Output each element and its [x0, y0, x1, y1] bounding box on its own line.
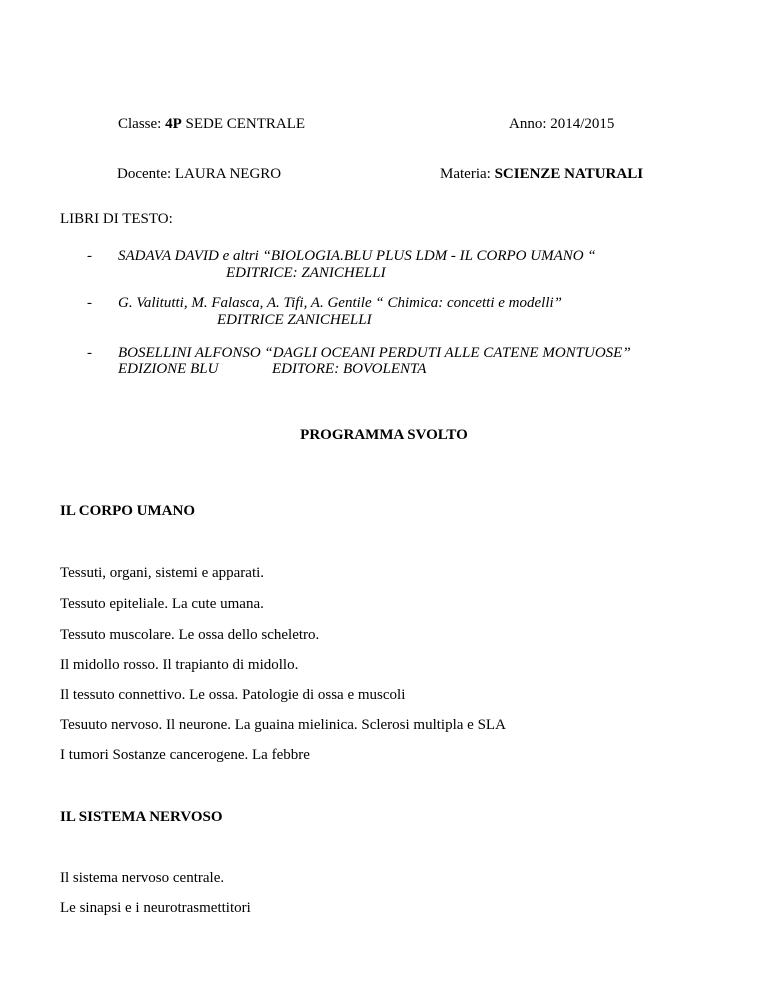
materia-label: Materia: — [440, 166, 495, 182]
materia-value: SCIENZE NATURALI — [494, 166, 644, 182]
materia-line — [440, 165, 643, 183]
list-item: Tessuto muscolare. Le ossa dello scheletro. — [60, 627, 320, 643]
libro-bullet: - — [87, 345, 92, 361]
list-item: Tessuti, organi, sistemi e apparati. — [60, 565, 265, 581]
docente-line: Docente: LAURA NEGRO — [117, 166, 282, 182]
libro-bullet: - — [87, 295, 92, 311]
libri-heading: LIBRI DI TESTO: — [60, 211, 173, 227]
libro-editore: EDITRICE: ZANICHELLI — [226, 265, 386, 281]
classe-value: 4P — [165, 116, 182, 132]
libro-bullet: - — [87, 248, 92, 264]
libro-title: G. Valitutti, M. Falasca, A. Tifi, A. Gentile “ Chimica: concetti e modelli” — [118, 295, 562, 311]
libro-editore: EDITORE: BOVOLENTA — [272, 361, 427, 377]
classe-suffix: SEDE CENTRALE — [181, 116, 306, 132]
section-heading-sistema-nervoso: IL SISTEMA NERVOSO — [60, 809, 223, 825]
section-heading-corpo-umano: IL CORPO UMANO — [60, 503, 195, 519]
classe-line — [118, 115, 305, 133]
anno-line: Anno: 2014/2015 — [509, 116, 615, 132]
list-item: I tumori Sostanze cancerogene. La febbre — [60, 747, 310, 763]
libro-edizione: EDIZIONE BLU — [118, 361, 219, 377]
page-title: PROGRAMMA SVOLTO — [300, 427, 468, 443]
list-item: Il midollo rosso. Il trapianto di midollo. — [60, 657, 299, 673]
libro-title: BOSELLINI ALFONSO “DAGLI OCEANI PERDUTI ALLE CATENE MONTUOSE” — [118, 345, 631, 361]
list-item: Le sinapsi e i neurotrasmettitori — [60, 900, 251, 916]
list-item: Tessuto epiteliale. La cute umana. — [60, 596, 264, 612]
list-item: Tesuuto nervoso. Il neurone. La guaina mielinica. Sclerosi multipla e SLA — [60, 717, 506, 733]
libro-title: SADAVA DAVID e altri “BIOLOGIA.BLU PLUS LDM - IL CORPO UMANO “ — [118, 248, 596, 264]
classe-label: Classe: — [118, 116, 166, 132]
list-item: Il tessuto connettivo. Le ossa. Patologie di ossa e muscoli — [60, 687, 406, 703]
libro-editore: EDITRICE ZANICHELLI — [217, 312, 372, 328]
list-item: Il sistema nervoso centrale. — [60, 870, 225, 886]
